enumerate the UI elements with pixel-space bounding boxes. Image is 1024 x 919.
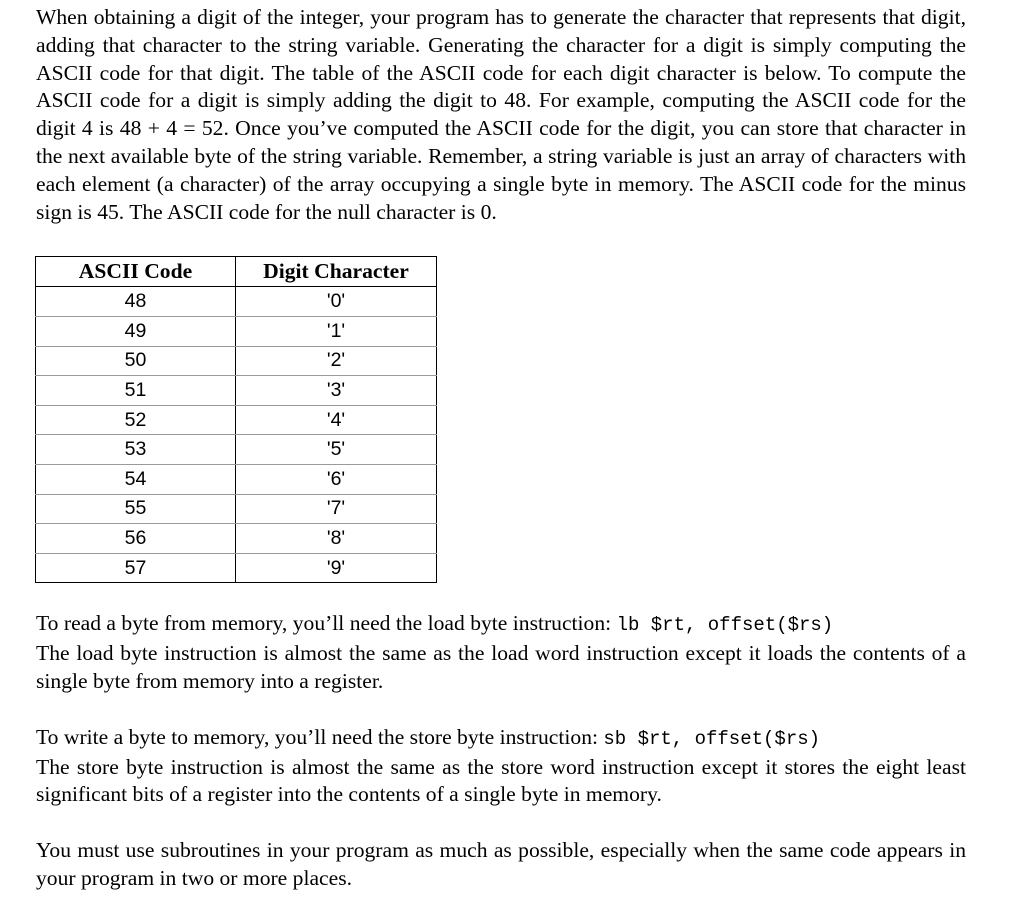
intro-paragraph: When obtaining a digit of the integer, your program has to generate the character that represents that digit, adding that character to the string variable. Generating the character for a digit is simply computing the ASCII code for that digit. The table of the ASCII code for each digit character is below. To compute the ASCII code for a digit is simply adding the digit to 48. For example, computing the ASCII code for the digit 4 is 48 + 4 = 52. Once you’ve computed the ASCII code for the digit, you can store that character in the next available byte of the string variable. Remember, a string variable is just an array of characters with each element (a character) of the array occupying a single byte in memory. The ASCII code for the minus sign is 45. The ASCII code for the null character is 0. bbox=[36, 5, 966, 224]
ascii-code-cell: 57 bbox=[36, 553, 236, 583]
ascii-code-cell: 55 bbox=[36, 494, 236, 524]
load-byte-code: lb $rt, offset($rs) bbox=[616, 614, 834, 637]
digit-character-cell: '6' bbox=[236, 464, 437, 494]
document-page bbox=[36, 4, 966, 893]
table-row bbox=[36, 464, 437, 494]
store-byte-lead: To write a byte to memory, you’ll need the store byte instruction: bbox=[36, 724, 604, 749]
ascii-code-cell: 50 bbox=[36, 346, 236, 376]
load-byte-section bbox=[36, 610, 966, 695]
load-byte-lead: To read a byte from memory, you’ll need the load byte instruction: bbox=[36, 611, 617, 636]
ascii-code-cell: 53 bbox=[36, 435, 236, 465]
table-row bbox=[36, 376, 437, 406]
ascii-code-cell: 54 bbox=[36, 464, 236, 494]
table-spacer bbox=[36, 583, 966, 610]
ascii-table bbox=[35, 256, 437, 583]
table-row bbox=[36, 346, 437, 376]
digit-character-cell: '3' bbox=[236, 376, 437, 406]
digit-character-cell: '9' bbox=[236, 553, 437, 583]
table-row bbox=[36, 524, 437, 554]
digit-character-cell: '4' bbox=[236, 405, 437, 435]
table-row bbox=[36, 494, 437, 524]
load-byte-paragraph bbox=[36, 610, 966, 695]
table-row bbox=[36, 287, 437, 317]
store-byte-section bbox=[36, 724, 966, 809]
store-byte-code: sb $rt, offset($rs) bbox=[603, 727, 821, 750]
load-byte-description: The load byte instruction is almost the same as the load word instruction except it loads the contents of a single byte from memory into a register. bbox=[36, 641, 966, 693]
digit-character-cell: '1' bbox=[236, 316, 437, 346]
ascii-code-cell: 51 bbox=[36, 376, 236, 406]
ascii-table-header-row bbox=[36, 257, 437, 287]
subroutines-paragraph: You must use subroutines in your program as much as possible, especially when the same code appears in your program in two or more places. bbox=[36, 838, 966, 890]
ascii-code-cell: 49 bbox=[36, 316, 236, 346]
ascii-code-cell: 48 bbox=[36, 287, 236, 317]
digit-character-cell: '2' bbox=[236, 346, 437, 376]
ascii-code-cell: 56 bbox=[36, 524, 236, 554]
table-row bbox=[36, 405, 437, 435]
digit-character-cell: '8' bbox=[236, 524, 437, 554]
digit-character-cell: '5' bbox=[236, 435, 437, 465]
header-ascii-code: ASCII Code bbox=[36, 257, 236, 287]
ascii-code-cell: 52 bbox=[36, 405, 236, 435]
digit-character-cell: '7' bbox=[236, 494, 437, 524]
table-row bbox=[36, 553, 437, 583]
header-digit-character: Digit Character bbox=[236, 257, 437, 287]
store-byte-paragraph bbox=[36, 724, 966, 809]
table-row bbox=[36, 316, 437, 346]
subroutines-section bbox=[36, 837, 966, 893]
store-byte-description: The store byte instruction is almost the same as the store word instruction except it stores the eight least significant bits of a register into the contents of a single byte in memory. bbox=[36, 754, 966, 807]
digit-character-cell: '0' bbox=[236, 287, 437, 317]
table-row bbox=[36, 435, 437, 465]
